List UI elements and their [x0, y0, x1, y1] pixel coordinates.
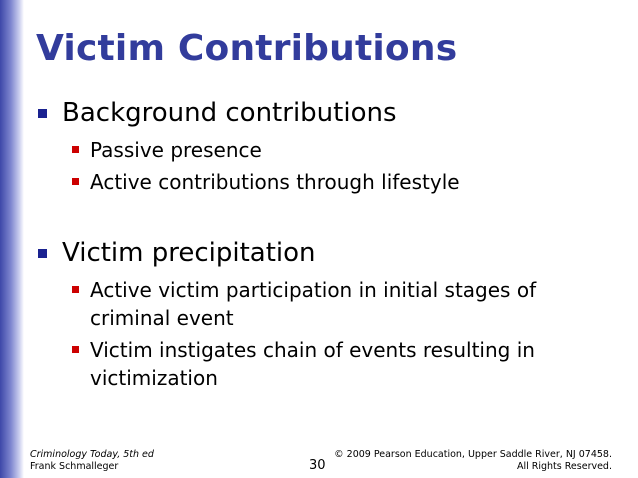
- bullet-background-contributions: [36, 98, 616, 128]
- sub-bullet-text: Active victim participation in initial stages of criminal event: [90, 278, 537, 330]
- sub-bullet-text: Active contributions through lifestyle: [90, 170, 460, 194]
- sub-bullet-text: Victim instigates chain of events resulting in victimization: [90, 338, 535, 390]
- footer-book-info: [30, 449, 154, 473]
- sub-bullet-text: Passive presence: [90, 138, 262, 162]
- square-bullet-icon: [38, 109, 47, 118]
- square-bullet-icon: [72, 286, 79, 293]
- page-number: 30: [309, 458, 326, 473]
- footer-copyright: [334, 449, 612, 473]
- slide-title: Victim Contributions: [36, 28, 458, 69]
- square-bullet-icon: [38, 249, 47, 258]
- sub-bullet-active-contributions: [70, 168, 590, 196]
- bullet-victim-precipitation: [36, 238, 616, 268]
- bullet-text: Background contributions: [62, 98, 397, 128]
- square-bullet-icon: [72, 146, 79, 153]
- square-bullet-icon: [72, 178, 79, 185]
- bullet-text: Victim precipitation: [62, 238, 316, 268]
- footer-book-title: Criminology Today, 5th ed: [30, 449, 154, 460]
- footer-rights-line: All Rights Reserved.: [516, 461, 612, 472]
- left-gradient-bar: [0, 0, 24, 478]
- sub-bullet-victim-instigates: [70, 336, 590, 392]
- sub-bullet-passive-presence: [70, 136, 590, 164]
- sub-bullet-active-victim-participation: [70, 276, 590, 332]
- square-bullet-icon: [72, 346, 79, 353]
- footer-author: Frank Schmalleger: [30, 461, 119, 472]
- footer-copyright-line: © 2009 Pearson Education, Upper Saddle River, NJ 07458.: [334, 449, 612, 460]
